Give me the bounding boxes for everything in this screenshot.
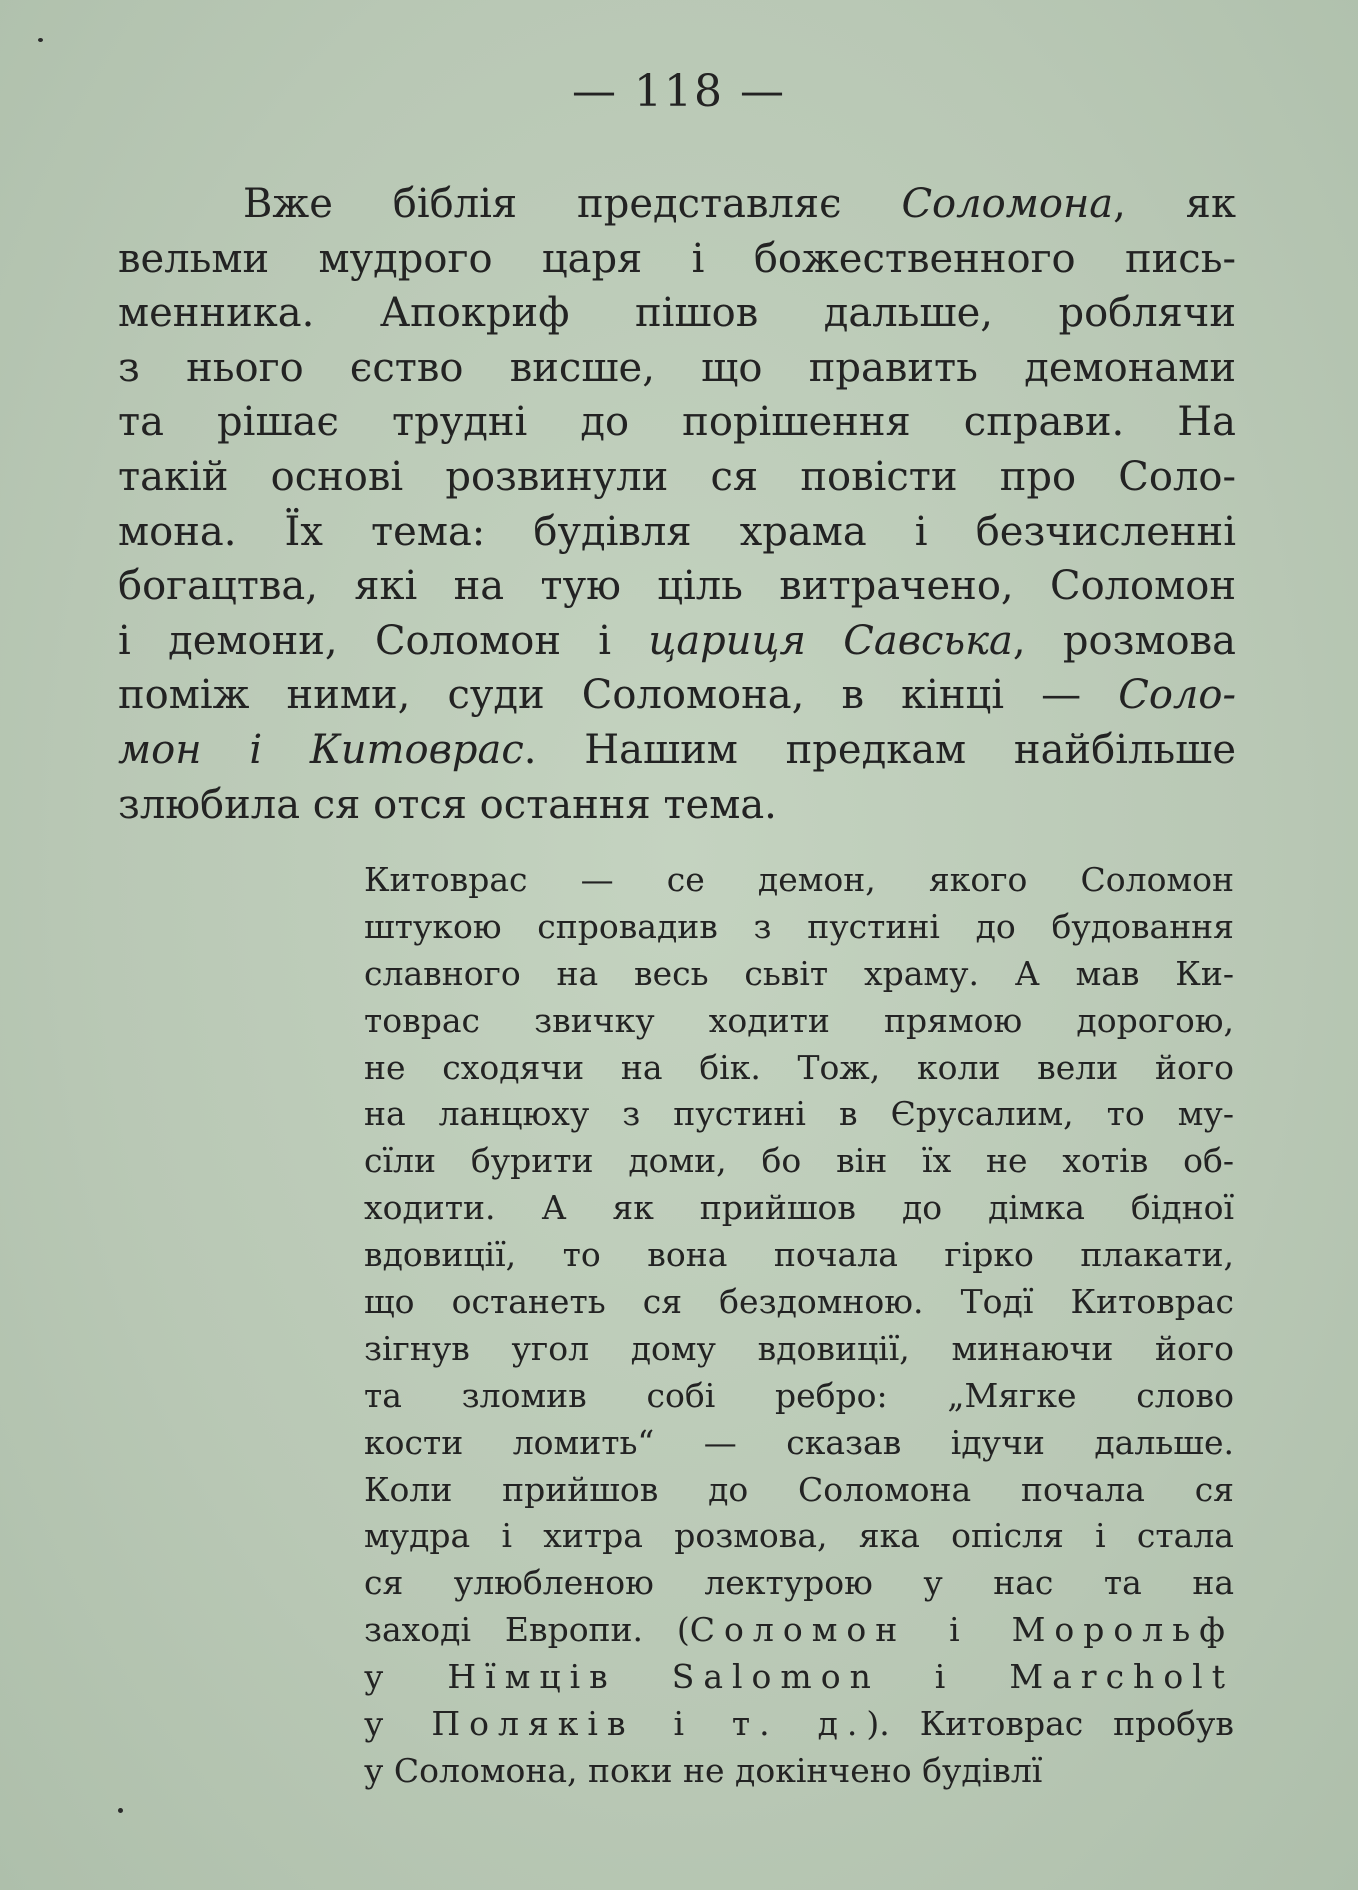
- text-line: [364, 1513, 1234, 1560]
- spaced-text: Соломон і Морольф: [689, 1610, 1234, 1650]
- text-line: [364, 1420, 1234, 1467]
- text-run: штукою спровадив з пустині до будовання: [364, 906, 1234, 946]
- text-line: [118, 450, 1236, 505]
- text-run: вельми мудрого царя і божественного пись-: [118, 235, 1236, 282]
- text-line: [118, 395, 1236, 450]
- print-speck: [38, 38, 43, 42]
- text-run: ). Китоврас пробув: [866, 1704, 1235, 1744]
- text-line: [118, 723, 1236, 778]
- text-run: що останеть ся бездомною. Тодї Китоврас: [364, 1282, 1234, 1322]
- text-run: та рішає трудні до порішення справи. На: [118, 399, 1236, 446]
- text-line: [364, 1045, 1234, 1092]
- text-run: і демони, Соломон і: [118, 617, 649, 664]
- text-run: мудра і хитра розмова, яка опісля і стала: [364, 1516, 1234, 1556]
- text-run: мона. Їх тема: будівля храма і безчисленні: [118, 508, 1236, 555]
- text-line: [364, 1560, 1234, 1607]
- main-paragraph: [118, 177, 1236, 832]
- text-run: поміж ними, суди Соломона, в кінці —: [118, 672, 1119, 719]
- text-run: , як: [1113, 181, 1236, 227]
- text-line: [118, 505, 1236, 560]
- italic-text: Соло-: [1118, 672, 1236, 719]
- text-line: [364, 1373, 1234, 1420]
- text-line: [364, 1232, 1234, 1279]
- text-line: [364, 1607, 1234, 1654]
- italic-text: Соломона: [901, 181, 1114, 227]
- text-run: товрас звичку ходити прямою дорогою,: [364, 1000, 1234, 1040]
- text-run: на ланцюху з пустині в Єрусалим, то му-: [364, 1094, 1234, 1134]
- text-run: , розмова: [1012, 617, 1237, 664]
- italic-text: мон і Китоврас: [118, 726, 524, 773]
- text-run: вдовиції, то вона почала гірко плакати,: [364, 1235, 1234, 1275]
- text-line: [364, 1279, 1234, 1326]
- text-run: Китоврас — се демон, якого Соломон: [364, 860, 1234, 899]
- text-run: Вже біблія представляє: [243, 181, 902, 227]
- text-line: [364, 1701, 1234, 1748]
- text-run: кости ломить“ — сказав ідучи дальше.: [364, 1422, 1234, 1462]
- text-run: сїли бурити доми, бо він їх не хотів об-: [364, 1141, 1234, 1181]
- text-run: ходити. А як прийшов до дімка бідної: [364, 1188, 1234, 1228]
- text-line: [118, 778, 1236, 833]
- italic-text: цариця Савська: [648, 617, 1013, 664]
- text-line: [364, 1138, 1234, 1185]
- text-line: [364, 1654, 1234, 1701]
- text-run: злюбила ся отся остання тема.: [118, 781, 777, 828]
- text-line: [364, 904, 1234, 951]
- text-line: [118, 559, 1236, 614]
- text-run: ся улюбленою лектурою у нас та на: [364, 1563, 1234, 1603]
- text-line: [118, 286, 1236, 341]
- text-run: та зломив собі ребро: „Мягке слово: [364, 1375, 1234, 1415]
- text-line: [364, 1185, 1234, 1232]
- text-line: [364, 1091, 1234, 1138]
- spaced-text: у Поляків і т. д.: [364, 1704, 867, 1744]
- text-run: богацтва, які на тую ціль витрачено, Соломон: [118, 563, 1236, 610]
- print-speck: [118, 1808, 123, 1813]
- spaced-text: у Нїмців Salomon і Marcholt: [364, 1657, 1234, 1697]
- text-run: заході Европи. (: [364, 1610, 690, 1650]
- text-line: [118, 668, 1236, 723]
- text-line: [364, 1326, 1234, 1373]
- text-run: Коли прийшов до Соломона почала ся: [364, 1469, 1234, 1509]
- text-line: [118, 614, 1236, 669]
- text-run: славного на весь сьвіт храму. А мав Ки-: [364, 953, 1234, 993]
- text-line: [118, 341, 1236, 396]
- text-run: . Нашим предкам найбільше: [523, 726, 1237, 773]
- text-line: [364, 1748, 1234, 1795]
- text-line: [364, 998, 1234, 1045]
- page-number: — 118 —: [572, 66, 786, 117]
- text-line: [118, 177, 1236, 232]
- text-line: [118, 232, 1236, 287]
- text-line: [364, 857, 1234, 904]
- text-line: [364, 951, 1234, 998]
- text-run: не сходячи на бік. Тож, коли вели його: [364, 1047, 1234, 1087]
- text-run: менника. Апокриф пішов дальше, роблячи: [118, 290, 1236, 337]
- text-run: з нього єство висше, що править демонами: [118, 344, 1236, 391]
- text-line: [364, 1467, 1234, 1514]
- text-run: зігнув угол дому вдовиції, минаючи його: [364, 1328, 1234, 1368]
- text-run: такій основі розвинули ся повісти про Соло-: [118, 453, 1236, 500]
- quote-block: [364, 857, 1234, 1795]
- text-run: у Соломона, поки не докінчено будівлї: [364, 1750, 1043, 1790]
